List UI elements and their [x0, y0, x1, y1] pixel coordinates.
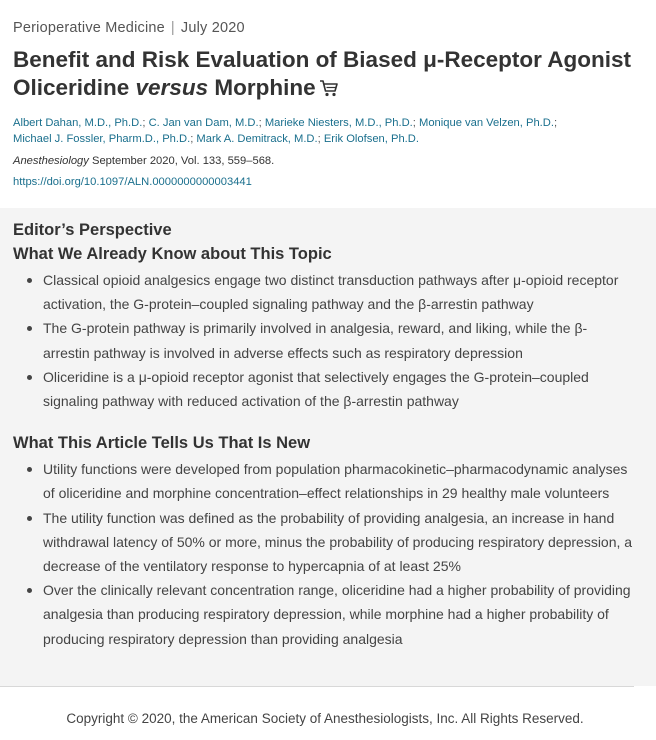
shopping-cart-icon[interactable]	[319, 77, 339, 105]
doi-link[interactable]: https://doi.org/10.1097/ALN.0000000000003441	[13, 176, 252, 188]
article-meta	[13, 20, 656, 38]
journal-section[interactable]: Perioperative Medicine	[13, 20, 165, 36]
article-header	[0, 0, 656, 190]
author-link[interactable]: Erik Olofsen, Ph.D.	[323, 133, 419, 145]
citation-details: September 2020, Vol. 133, 559–568.	[88, 155, 275, 167]
known-list	[13, 268, 634, 413]
author-link[interactable]: C. Jan van Dam, M.D.	[148, 117, 259, 129]
author-separator: ;	[190, 133, 194, 145]
new-list	[13, 457, 634, 651]
author-link[interactable]: Albert Dahan, M.D., Ph.D.	[13, 117, 143, 129]
author-link[interactable]: Mark A. Demitrack, M.D.	[196, 133, 318, 145]
editors-perspective-panel	[0, 208, 656, 686]
author-separator: ;	[317, 133, 321, 145]
title-versus: versus	[135, 75, 209, 100]
citation-journal: Anesthesiology	[13, 155, 89, 167]
list-item: The G-protein pathway is primarily involved in analgesia, reward, and liking, while the β-arrestin pathway is involved in adverse effects such as respiratory depression	[43, 316, 633, 364]
editors-perspective-heading: Editor’s Perspective	[13, 221, 172, 239]
new-section-title: What This Article Tells Us That Is New	[13, 434, 311, 453]
list-item: The utility function was defined as the probability of providing analgesia, an increase in hand withdrawal latency of 50% or more, minus the probability of producing respiratory depression, a decrease of the ventilatory response to hypercapnia of at least 25%	[43, 506, 633, 579]
title-part-1: Benefit and Risk Evaluation of Biased μ-Receptor Agonist Oliceridine	[13, 47, 632, 100]
list-item: Classical opioid analgesics engage two distinct transduction pathways after μ-opioid receptor activation, the G-protein–coupled signaling pathway and the β-arrestin pathway	[43, 268, 633, 316]
article-title	[13, 46, 633, 105]
author-separator: ;	[142, 117, 146, 129]
author-list	[13, 115, 643, 147]
known-section-title: What We Already Know about This Topic	[13, 245, 332, 263]
citation	[13, 155, 656, 167]
copyright-notice: Copyright © 2020, the American Society of Anesthesiologists, Inc. All Rights Reserved.	[66, 711, 584, 726]
meta-separator: |	[170, 20, 175, 36]
list-item: Utility functions were developed from population pharmacokinetic–pharmacodynamic analyses of oliceridine and morphine concentration–effect relationships in 29 healthy male volunteers	[43, 457, 633, 505]
author-link[interactable]: Michael J. Fossler, Pharm.D., Ph.D.	[13, 133, 191, 145]
author-link[interactable]: Marieke Niesters, M.D., Ph.D.	[264, 117, 413, 129]
list-item: Over the clinically relevant concentration range, oliceridine had a higher probability of providing analgesia than producing respiratory depression, while morphine had a higher probability of producing respiratory depression than providing analgesia	[43, 578, 633, 651]
title-part-2: Morphine	[208, 75, 316, 100]
publication-date: July 2020	[180, 20, 245, 36]
author-separator: ;	[553, 117, 558, 129]
list-item: Oliceridine is a μ-opioid receptor agonist that selectively engages the G-protein–coupled signaling pathway with reduced activation of the β-arrestin pathway	[43, 365, 633, 413]
footer-divider	[0, 686, 634, 687]
author-separator: ;	[412, 117, 416, 129]
author-link[interactable]: Monique van Velzen, Ph.D.	[419, 117, 554, 129]
author-separator: ;	[258, 117, 262, 129]
